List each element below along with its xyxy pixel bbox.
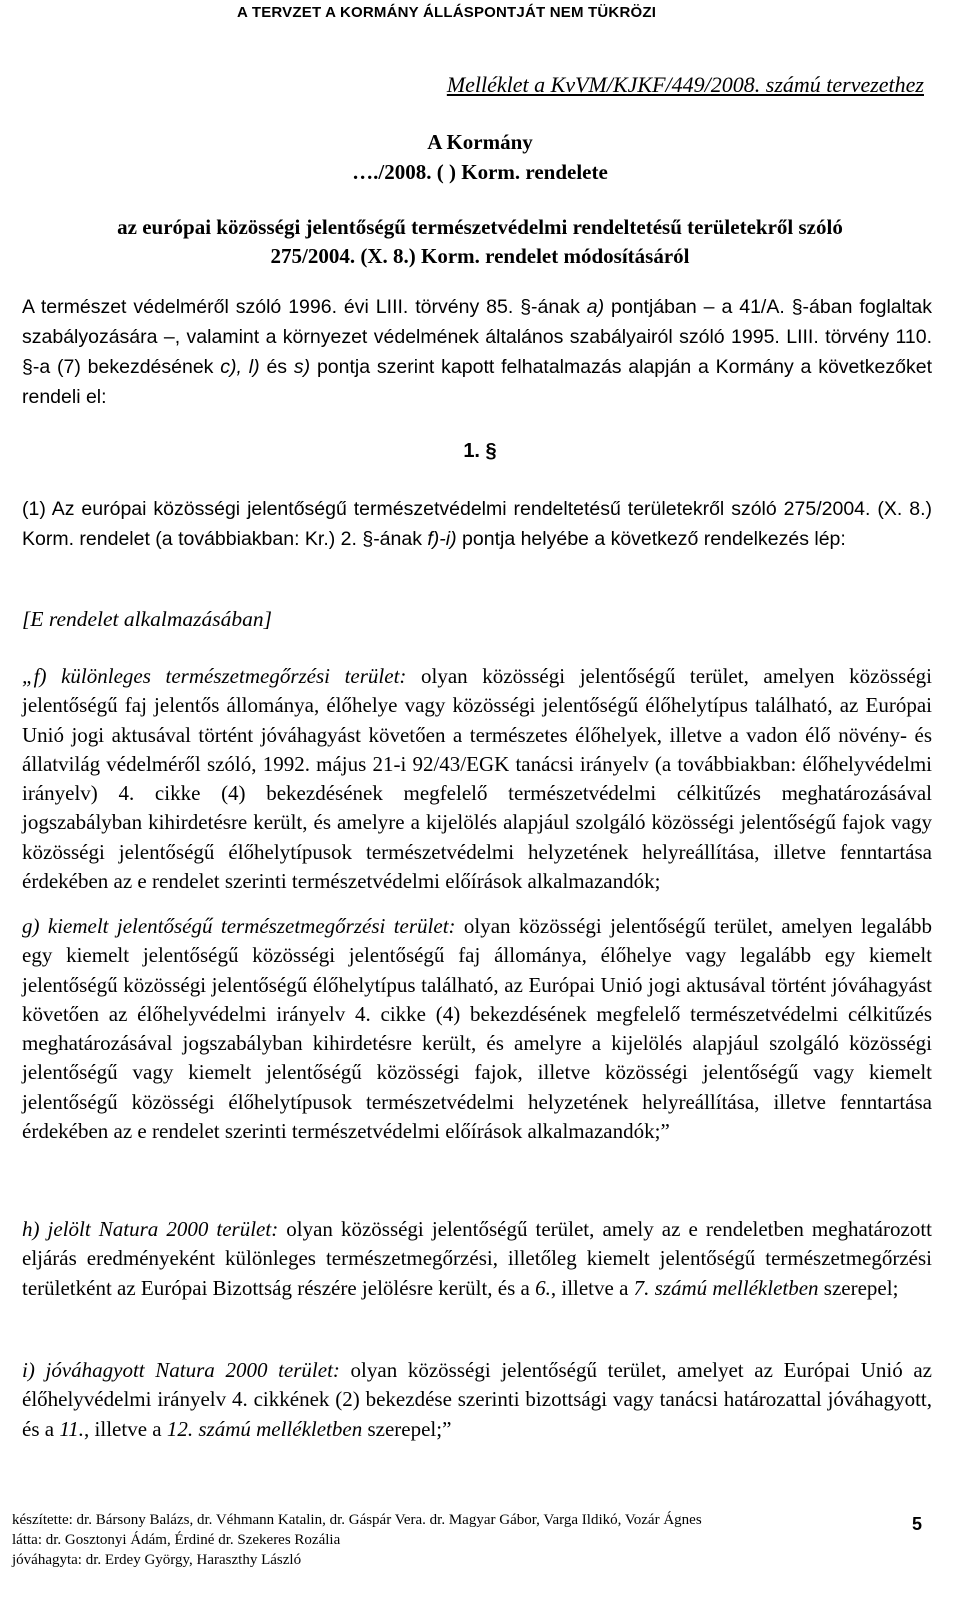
- paragraph-ref: f)-i): [427, 528, 457, 550]
- point-g: [22, 912, 932, 1146]
- preamble-ref: c), l): [220, 356, 260, 378]
- point-f-text: olyan közösségi jelentőségű terület, amelyen közösségi jelentőségű faj jelentős állománya, élőhelye vagy közösségi jelentőségű élőhelytípus található, az Európai Unió jogi aktusával történt jóváhagyást követően a természetes élőhelyek, illetve a vadon élő növény- és állatvilág védelméről szóló, 1992. május 21-i 92/43/EGK tanácsi irányelv (a továbbiakban: élőhelyvédelmi irányelv) 4. cikke (4) bekezdésének megfelelő természetvédelmi célkitűzés meghatározásával jogszabályban kihirdetésre került, és amelyre a kijelölés alapjául szolgáló közösségi jelentőségű fajok vagy közösségi jelentőségű élőhelytípusok természetvédelmi helyzetének helyreállítása, illetve fenntartása érdekében az e rendelet szerinti természetvédelmi előírások alkalmazandók;: [22, 664, 932, 894]
- footer-reviewed-by: látta: dr. Gosztonyi Ádám, Érdiné dr. Szekeres Rozália: [12, 1532, 341, 1548]
- title-decree-number: …./2008. ( ) Korm. rendelete: [352, 160, 608, 184]
- preamble-text: és: [259, 356, 294, 378]
- point-i-text: , illetve a: [84, 1416, 167, 1441]
- point-h-text: szerepel;: [818, 1275, 899, 1300]
- title-subject-line1: az európai közösségi jelentőségű természetvédelmi rendeltetésű területekről szóló: [117, 215, 843, 239]
- preamble-ref: a): [586, 296, 605, 318]
- footer-prepared-by: készítette: dr. Bársony Balázs, dr. Véhmann Katalin, dr. Gáspár Vera. dr. Magyar Gábor, Varga Ildikó, Vozár Ágnes: [12, 1512, 702, 1528]
- point-h-annex-ref: 7. számú mellékletben: [633, 1275, 819, 1300]
- preamble-text: pontjában – a 41/A. §-ában foglaltak szabályozására –, valamint a környezet védelmének általános szabályairól szóló 1995. LIII. törvény 110. §-a (7) bekezdésének: [22, 296, 932, 378]
- point-i-text: szerepel;”: [362, 1416, 452, 1441]
- point-i-annex-ref: 12. számú mellékletben: [166, 1416, 363, 1441]
- bracket-intro: [E rendelet alkalmazásában]: [22, 607, 273, 631]
- title-issuer: A Kormány: [427, 130, 533, 154]
- paragraph-text: pontja helyébe a következő rendelkezés lép:: [456, 528, 846, 550]
- point-h-text: , illetve a: [550, 1275, 634, 1300]
- title-subject-line2: 275/2004. (X. 8.) Korm. rendelet módosításáról: [270, 244, 690, 268]
- point-h-text: olyan közösségi jelentőségű terület, amely az e rendeletben meghatározott eljárás eredményeként különleges természetmegőrzési, illetőleg kiemelt jelentőségű természetmegőrzési területként az Európai Bizottság részére jelölésre került, és a: [22, 1217, 932, 1300]
- point-i-text: olyan közösségi jelentőségű terület, amelyet az Európai Unió az élőhelyvédelmi irányelv 4. cikkének (2) bekezdése szerinti bizottsági vagy tanácsi határozattal jóváhagyott, és a: [22, 1358, 932, 1441]
- point-h-annex-ref: 6.: [535, 1275, 551, 1300]
- point-i-term: i) jóváhagyott Natura 2000 terület:: [22, 1358, 340, 1382]
- footer-approved-by: jóváhagyta: dr. Erdey György, Haraszthy László: [12, 1552, 302, 1568]
- point-f-term: „f) különleges természetmegőrzési terület:: [22, 664, 407, 688]
- point-i-annex-ref: 11.: [59, 1416, 85, 1441]
- preamble-text: A természet védelméről szóló 1996. évi LIII. törvény 85. §-ának: [22, 296, 587, 318]
- preamble-text: pontja szerint kapott felhatalmazás alapján a Kormány a következőket rendeli el:: [22, 356, 933, 408]
- preamble-ref: s): [293, 356, 311, 378]
- draft-disclaimer: A TERVZET A KORMÁNY ÁLLÁSPONTJÁT NEM TÜKRÖZI: [237, 4, 657, 21]
- point-g-text: olyan közösségi jelentőségű terület, amelyen legalább egy kiemelt jelentőségű közösségi jelentőségű faj állománya, élőhelye vagy legalább egy kiemelt jelentőségű közösségi jelentőségű élőhelytípus található, az Európai Unió jogi aktusával történt jóváhagyást követően az élőhelyvédelmi irányelv 4. cikke (4) bekezdésének megfelelő természetvédelmi célkitűzés meghatározásával jogszabályban kihirdetésre került, és amelyre a kijelölés alapjául szolgáló közösségi jelentőségű vagy kiemelt jelentőségű közösségi fajok, illetve közösségi jelentőségű vagy kiemelt jelentőségű közösségi élőhelytípusok természetvédelmi helyzetének helyreállítása, illetve fenntartása érdekében az e rendelet szerinti természetvédelmi előírások alkalmazandók;”: [22, 914, 933, 1144]
- point-h-term: h) jelölt Natura 2000 terület:: [22, 1217, 279, 1241]
- annex-reference: Melléklet a KvVM/KJKF/449/2008. számú tervezethez: [446, 72, 924, 97]
- section-number: 1. §: [463, 440, 497, 462]
- preamble: [22, 292, 932, 412]
- paragraph-1: [22, 494, 932, 554]
- footer-credits: [12, 1510, 702, 1570]
- point-f: [22, 662, 932, 896]
- point-i: [22, 1356, 932, 1444]
- point-h: [22, 1215, 932, 1303]
- point-g-term: g) kiemelt jelentőségű természetmegőrzési terület:: [22, 914, 456, 938]
- page-number: 5: [912, 1514, 923, 1534]
- paragraph-text: (1) Az európai közösségi jelentőségű természetvédelmi rendeltetésű területekről szóló 275/2004. (X. 8.) Korm. rendelet (a továbbiakban: Kr.) 2. §-ának: [22, 498, 932, 550]
